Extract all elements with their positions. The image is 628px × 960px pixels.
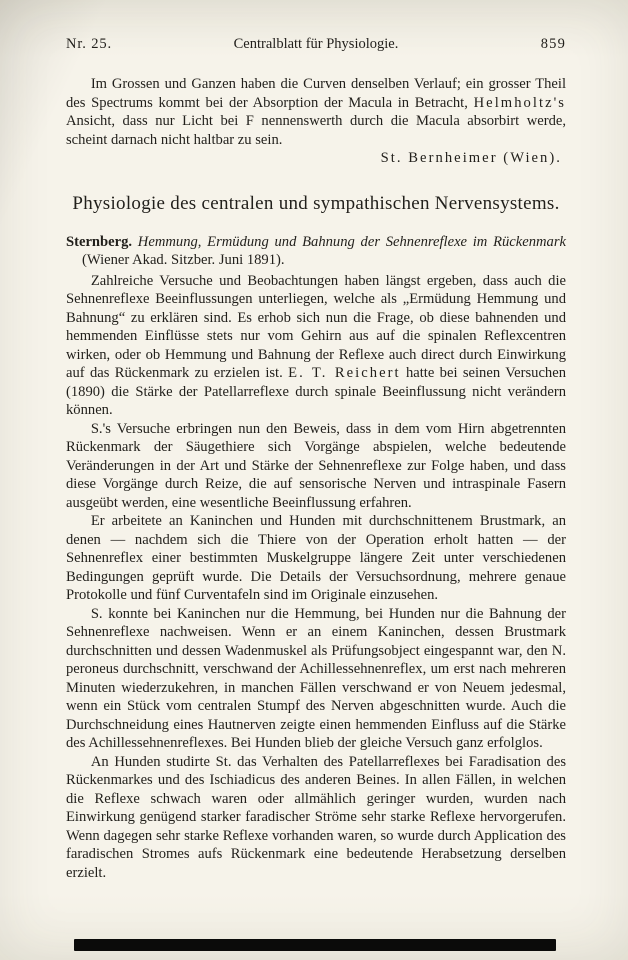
article-paragraph xyxy=(66,272,566,420)
text-segment: Im Grossen und Ganzen haben die Curven denselben Verlauf; ein grosser Theil des Spectrums kommt bei der Absorption der Macula in Betracht, xyxy=(66,76,566,111)
article-body xyxy=(66,272,566,883)
text-segment: Hemmung, Ermüdung und Bahnung der Sehnenreflexe im Rückenmark xyxy=(137,233,566,250)
text-segment: Sternberg. xyxy=(66,233,138,250)
article-paragraph xyxy=(66,420,566,513)
text-segment: Er arbeitete an Kaninchen und Hunden mit durchschnittenem Brustmark, an denen — nachdem sich die Thiere von der Operation erholt hatten — der Sehnenreflex einer bestimmten Muskelgruppe längere Zeit unter verschiedenen Bedingungen geprüft wurde. Die Details der Versuchsordnung, mehrere genaue Protokolle und fünf Curventafeln sind im Originale einzusehen. xyxy=(66,513,566,603)
running-header xyxy=(66,36,566,53)
issue-number: Nr. 25. xyxy=(66,36,112,52)
article-paragraph xyxy=(66,605,566,753)
journal-title: Centralblatt für Physiologie. xyxy=(233,36,399,52)
carryover-paragraph xyxy=(66,75,566,149)
text-segment: S.'s Versuche erbringen nun den Beweis, dass in dem vom Hirn abgetrennten Rückenmark der Säugethiere sich Vorgänge abspielen, welche bedeutende Veränderungen in der Art und Stärke der Sehnenreflexe zur Folge haben, und dass diese Vorgänge durch Reize, die auf sensorische Nerven und intraspinale Fasern ausgeübt werden, eine wesentliche Beeinflussung erfahren. xyxy=(66,420,566,511)
article-paragraph xyxy=(66,753,566,883)
text-segment: Zahlreiche Versuche und Beobachtungen haben längst ergeben, dass auch die Sehnenreflexe Beeinflussungen unterliegen, welche als „Ermüdung Hemmung und Bahnung“ zu erklären sind. Es erhob sich nun die Frage, ob diese bahnenden und hemmenden Einflüsse stets nur vom Gehirn aus auf die spinalen Reflexcentren wirken, oder ob Hemmung und Bahnung der Reflexe auch direct durch Einwirkung auf das Rückenmark zu erzielen ist. xyxy=(66,272,566,381)
scan-artifact-bar xyxy=(74,939,556,951)
text-segment: hatte bei seinen Versuchen (1890) die Stärke der Patellarreflexe durch spinale Beeinflussung nicht verändern können. xyxy=(66,365,566,418)
text-segment: S. konnte bei Kaninchen nur die Hemmung, bei Hunden nur die Bahnung der Sehnenreflexe nachweisen. Wenn er an einem Kaninchen, dessen Brustmark durchschnitten und dessen Wadenmuskel als Prüfungsobject eingespannt war, den N. peroneus durchschnitt, verschwand der Achillessehnenreflex, um erst nach mehreren Minuten wiederzukehren, in manchen Fällen verschwand er von Neuem jedesmal, wenn ein Stück vom centralen Stumpf des Nerven abgeschnitten wurde. Auch die Durchschneidung eines Hautnerven zeigte einen hemmenden Einfluss auf die Stärke des Achillessehnenreflexes. Bei Hunden blieb der gleiche Versuch ganz erfolglos. xyxy=(66,605,566,751)
reviewer-signature xyxy=(66,149,566,168)
page-body xyxy=(66,75,566,882)
text-segment: (Wiener Akad. Sitzber. Juni 1891). xyxy=(82,252,285,268)
text-segment: Ansicht, dass nur Licht bei F nennenswerth durch die Macula absorbirt werde, scheint darnach nicht haltbar zu sein. xyxy=(66,113,566,148)
text-segment: An Hunden studirte St. das Verhalten des Patellarreflexes bei Faradisation des Rückenmarkes und des Ischiadicus des anderen Beines. In allen Fällen, in welchen die Reflexe schwach waren oder allmählich geringer wurden, wurden nach Einwirkung genügend starker faradischer Ströme sehr starke Reflexe hervorgerufen. Wenn dagegen sehr starke Reflexe vorhanden waren, so wurde durch Application des faradischen Stromes aufs Rückenmark eine bedeutende Herabsetzung derselben erzielt. xyxy=(66,753,566,881)
text-segment: Helmholtz's xyxy=(473,94,566,111)
section-heading: Physiologie des centralen und sympathischen Nervensystems. xyxy=(72,192,560,214)
article-paragraph xyxy=(66,512,566,605)
reviewer-name: St. Bernheimer (Wien). xyxy=(380,150,562,166)
article-heading xyxy=(66,233,566,270)
page-number: 859 xyxy=(540,36,566,52)
text-segment: E. T. Reichert xyxy=(288,365,401,381)
